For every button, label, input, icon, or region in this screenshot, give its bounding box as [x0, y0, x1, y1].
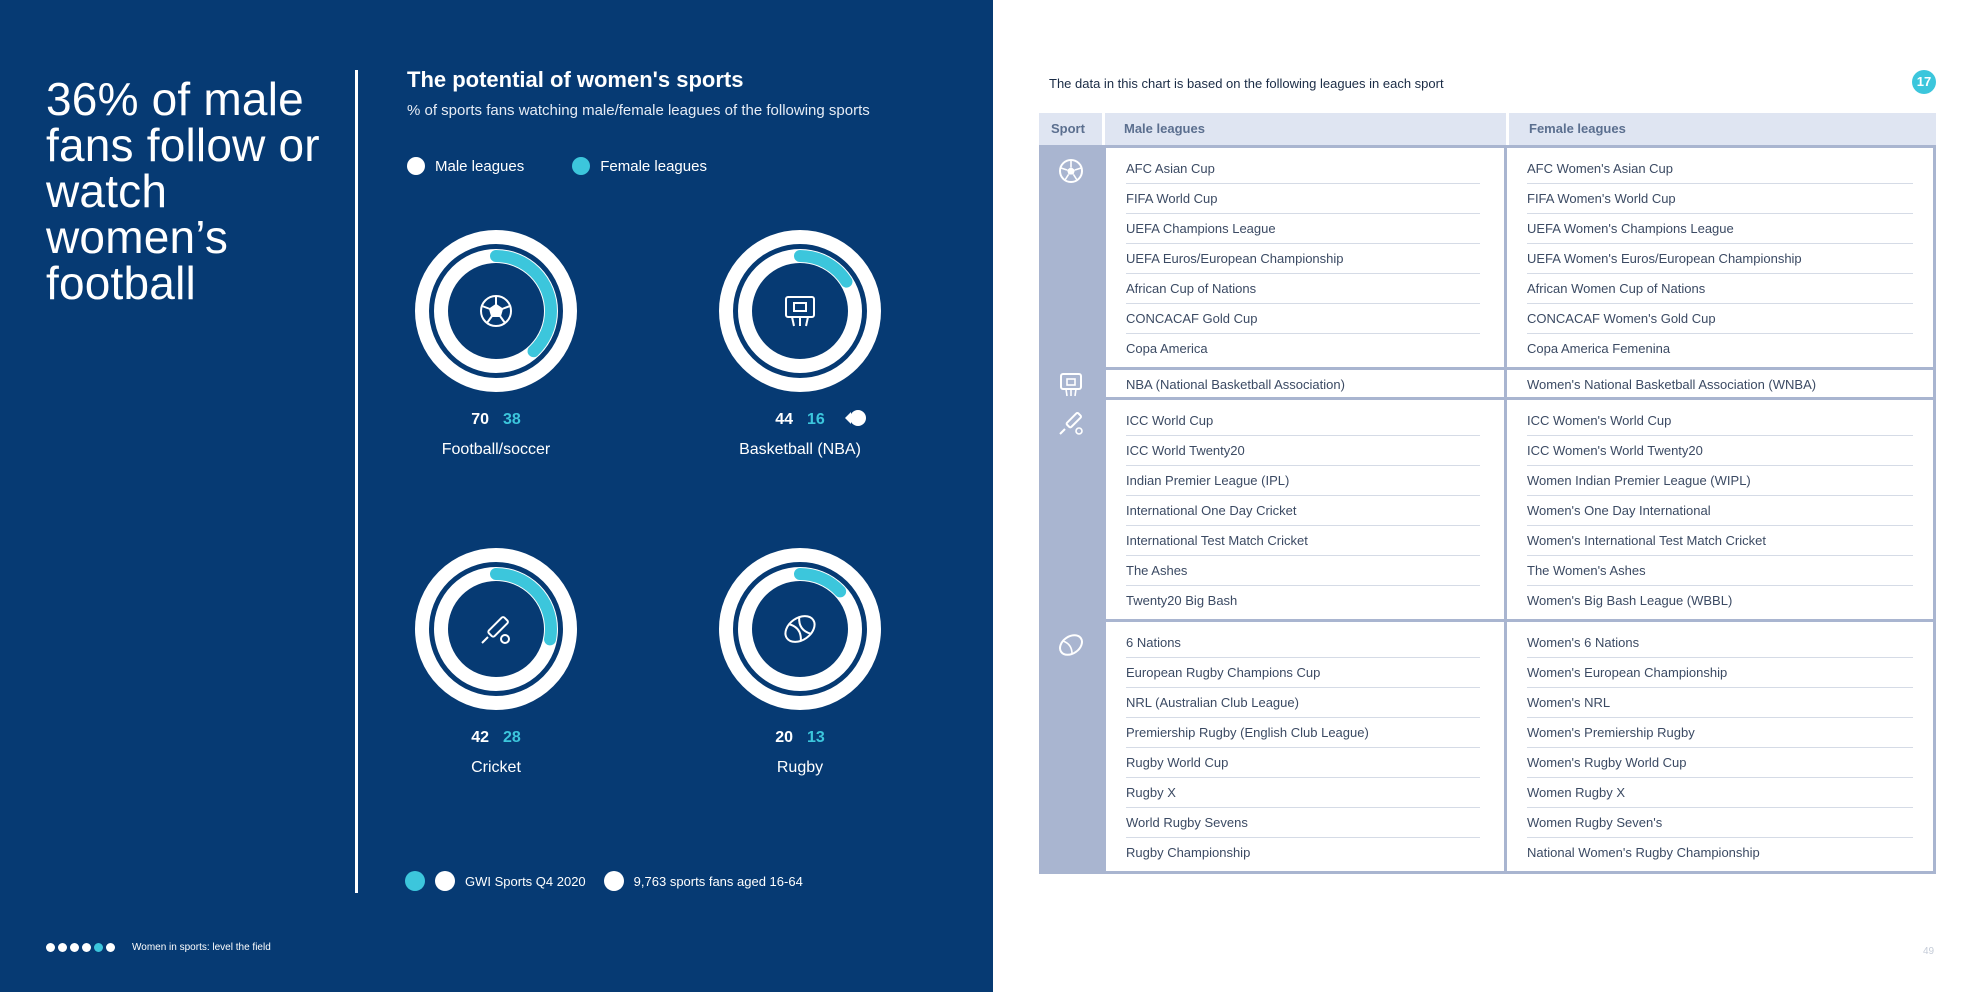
male-leagues-cell: [1103, 148, 1507, 367]
legend-item-male: [407, 157, 524, 175]
legend-label-male: Male leagues: [435, 157, 525, 175]
sport-label-rugby: Rugby: [776, 759, 824, 776]
donut-football: [411, 226, 581, 396]
cricket-bat-icon: [482, 616, 509, 643]
sport-cell: [1039, 622, 1103, 871]
male-leagues-cell: [1103, 370, 1507, 397]
female-league-item: The Women's Ashes: [1527, 556, 1913, 586]
vertical-divider: [355, 70, 358, 893]
female-leagues-cell: [1507, 370, 1936, 397]
chart-subtitle: % of sports fans watching male/female leagues of the following sports: [407, 102, 870, 119]
legend-item-female: [572, 157, 707, 175]
female-league-item: Women's Big Bash League (WBBL): [1527, 593, 1733, 608]
male-league-item: CONCACAF Gold Cup: [1126, 304, 1480, 334]
female-league-item: Women's European Championship: [1527, 658, 1913, 688]
male-league-item: UEFA Champions League: [1126, 214, 1480, 244]
sport-label-cricket: Cricket: [471, 759, 521, 776]
table-group: [1039, 367, 1936, 397]
male-league-item: Twenty20 Big Bash: [1126, 593, 1238, 608]
male-leagues-cell: [1103, 622, 1507, 871]
male-value-rugby: 20: [775, 729, 793, 746]
sport-cell: [1039, 400, 1103, 619]
header-female-leagues: Female leagues: [1509, 113, 1936, 145]
progress-dot: [58, 943, 67, 952]
male-league-item: 6 Nations: [1126, 628, 1480, 658]
table-group: [1039, 619, 1936, 871]
male-league-item: ICC World Twenty20: [1126, 436, 1480, 466]
male-league-item: NRL (Australian Club League): [1126, 688, 1480, 718]
male-league-item: European Rugby Champions Cup: [1126, 658, 1480, 688]
female-league-item: CONCACAF Women's Gold Cup: [1527, 304, 1913, 334]
male-league-item: Rugby X: [1126, 778, 1480, 808]
female-league-item: AFC Women's Asian Cup: [1527, 154, 1913, 184]
male-league-item: Copa America: [1126, 341, 1208, 356]
football-icon: [1057, 157, 1085, 185]
progress-dots: [46, 943, 118, 952]
sport-label-basketball: Basketball (NBA): [739, 441, 861, 458]
progress-dot: [82, 943, 91, 952]
header-sport: Sport: [1039, 113, 1102, 145]
male-value-cricket: 42: [471, 729, 489, 746]
male-league-item: FIFA World Cup: [1126, 184, 1480, 214]
male-league-item: Rugby World Cup: [1126, 748, 1480, 778]
female-value-rugby: 13: [807, 729, 825, 746]
female-league-item: ICC Women's World Cup: [1527, 406, 1913, 436]
male-league-item: World Rugby Sevens: [1126, 808, 1480, 838]
female-league-item: African Women Cup of Nations: [1527, 274, 1913, 304]
female-leagues-cell: [1507, 622, 1936, 871]
donut-rugby: [715, 544, 885, 714]
sport-cell: [1039, 148, 1103, 367]
donut-chart-rugby: [715, 544, 885, 714]
legend-label-female: Female leagues: [600, 157, 707, 175]
legend-swatch-male: [407, 157, 425, 175]
female-league-item: Women Rugby X: [1527, 778, 1913, 808]
female-leagues-cell: [1507, 400, 1936, 619]
female-value-basketball: 16: [807, 411, 825, 428]
female-league-item: Women's One Day International: [1527, 496, 1913, 526]
male-league-item: NBA (National Basketball Association): [1126, 377, 1345, 392]
male-league-item: Premiership Rugby (English Club League): [1126, 718, 1480, 748]
leagues-table: [1039, 113, 1936, 874]
female-leagues-cell: [1507, 148, 1936, 367]
sport-cell: [1039, 370, 1103, 397]
legend-swatch-female: [572, 157, 590, 175]
male-league-item: African Cup of Nations: [1126, 274, 1480, 304]
male-league-item: International One Day Cricket: [1126, 496, 1480, 526]
female-league-item: Women's Rugby World Cup: [1527, 748, 1913, 778]
sample-label: 9,763 sports fans aged 16-64: [633, 873, 803, 889]
female-league-item: Copa America Femenina: [1527, 341, 1671, 356]
football-icon: [481, 296, 511, 326]
source-label: GWI Sports Q4 2020: [465, 873, 586, 889]
header-male-leagues: Male leagues: [1105, 113, 1506, 145]
female-league-item: Women's NRL: [1527, 688, 1913, 718]
headline: 36% of male fans follow or watch women’s football: [46, 73, 320, 309]
male-league-item: UEFA Euros/European Championship: [1126, 244, 1480, 274]
progress-dot: [46, 943, 55, 952]
male-league-item: ICC World Cup: [1126, 406, 1480, 436]
rugby-ball-icon: [781, 611, 820, 647]
male-league-item: AFC Asian Cup: [1126, 154, 1480, 184]
chart-title: The potential of women's sports: [407, 67, 744, 92]
donut-chart-basketball: [715, 226, 885, 396]
female-league-item: Women's 6 Nations: [1527, 628, 1913, 658]
right-panel: [993, 0, 1984, 992]
table-group: [1039, 145, 1936, 367]
progress-dot: [106, 943, 115, 952]
female-league-item: FIFA Women's World Cup: [1527, 184, 1913, 214]
female-value-cricket: 28: [503, 729, 521, 746]
male-league-item: Rugby Championship: [1126, 845, 1251, 860]
source-note: [405, 871, 821, 891]
male-league-item: Indian Premier League (IPL): [1126, 466, 1480, 496]
page-badge: 17: [1912, 70, 1936, 94]
donut-values-cricket: [411, 729, 581, 747]
male-leagues-cell: [1103, 400, 1507, 619]
donut-chart-football: [411, 226, 581, 396]
progress-dot-active: [94, 943, 103, 952]
progress-dot: [70, 943, 79, 952]
female-league-item: Women Indian Premier League (WIPL): [1527, 466, 1913, 496]
female-league-item: ICC Women's World Twenty20: [1527, 436, 1913, 466]
page-number: 49: [1923, 946, 1935, 957]
male-league-item: The Ashes: [1126, 556, 1480, 586]
donut-values-football: [411, 411, 581, 429]
basketball-hoop-icon: [786, 297, 814, 326]
female-league-item: National Women's Rugby Championship: [1527, 845, 1760, 860]
female-league-item: Women Rugby Seven's: [1527, 808, 1913, 838]
donut-chart-cricket: [411, 544, 581, 714]
donut-values-rugby: [715, 729, 885, 747]
donut-basketball: [715, 226, 885, 396]
source-database-icon: [435, 871, 455, 891]
male-value-football: 70: [471, 411, 489, 428]
female-league-item: Women's International Test Match Cricket: [1527, 526, 1913, 556]
female-value-football: 38: [503, 411, 521, 428]
table-group: [1039, 397, 1936, 619]
female-league-item: Women's Premiership Rugby: [1527, 718, 1913, 748]
female-league-item: UEFA Women's Euros/European Championship: [1527, 244, 1913, 274]
sport-label-football: Football/soccer: [441, 441, 551, 458]
table-header: [1039, 113, 1936, 145]
pointer-cursor-icon: [843, 408, 867, 428]
cricket-bat-icon: [1057, 409, 1085, 437]
male-league-item: International Test Match Cricket: [1126, 526, 1480, 556]
rugby-ball-icon: [1057, 631, 1085, 659]
basketball-hoop-icon: [1057, 371, 1085, 399]
sample-people-icon: [604, 871, 624, 891]
table-bottom-border: [1039, 871, 1936, 874]
source-info-icon: [405, 871, 425, 891]
female-league-item: Women's National Basketball Association (WNBA): [1527, 377, 1817, 392]
table-intro: The data in this chart is based on the following leagues in each sport: [1049, 76, 1444, 91]
footer-title: Women in sports: level the field: [132, 942, 271, 953]
table-body: [1039, 145, 1936, 871]
footer: [46, 942, 271, 953]
chart-legend: [407, 157, 755, 175]
male-value-basketball: 44: [775, 411, 793, 428]
female-league-item: UEFA Women's Champions League: [1527, 214, 1913, 244]
donut-cricket: [411, 544, 581, 714]
